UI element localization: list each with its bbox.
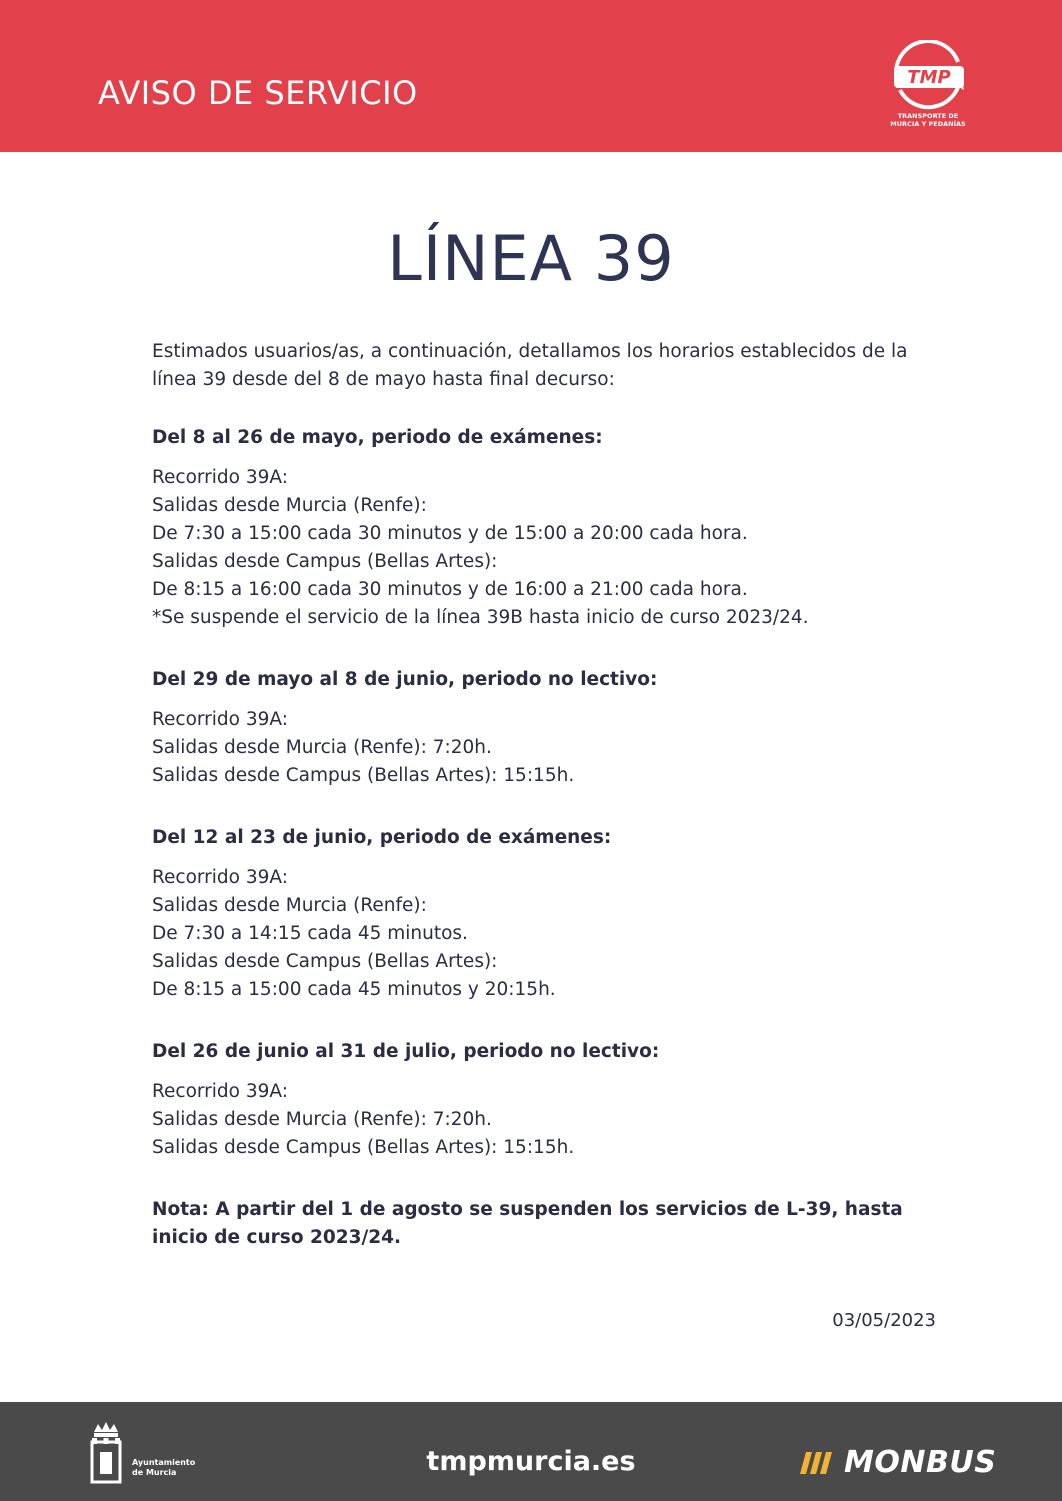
monbus-text: MONBUS <box>844 1445 997 1480</box>
tmp-logo-icon <box>878 40 978 112</box>
notice-content <box>152 338 942 1271</box>
city-text-line-1: Ayuntamiento <box>132 1458 196 1467</box>
monbus-logo <box>798 1446 1008 1480</box>
tmp-logo <box>878 40 988 140</box>
schedule-line: Salidas desde Murcia (Renfe): 7:20h. <box>152 737 492 758</box>
schedule-line: De 8:15 a 15:00 cada 45 minutos y 20:15h. <box>152 979 556 1000</box>
tmp-logo-text: TMP <box>907 67 951 88</box>
schedule-line: Salidas desde Murcia (Renfe): <box>152 495 427 516</box>
monbus-stripes-icon <box>798 1446 842 1480</box>
schedule-section <box>152 666 942 790</box>
schedule-line: Salidas desde Campus (Bellas Artes): 15:15h. <box>152 1137 575 1158</box>
footer-bar <box>0 1402 1062 1501</box>
logo-caption-line-2: MURCIA Y PEDANÍAS <box>890 120 966 128</box>
section-heading: Del 26 de junio al 31 de julio, periodo no lectivo: <box>152 1041 660 1062</box>
tmp-logo-caption <box>878 112 978 128</box>
schedule-line: Salidas desde Campus (Bellas Artes): <box>152 551 498 572</box>
section-body <box>152 864 942 1004</box>
section-heading: Del 12 al 23 de junio, periodo de exámenes: <box>152 827 612 848</box>
logo-caption-line-1: TRANSPORTE DE <box>897 112 959 120</box>
notice-date: 03/05/2023 <box>832 1310 936 1331</box>
notice-title: AVISO DE SERVICIO <box>98 74 418 112</box>
schedule-line: Recorrido 39A: <box>152 867 288 888</box>
schedule-section <box>152 424 942 632</box>
schedule-line: Recorrido 39A: <box>152 467 288 488</box>
website-url[interactable]: tmpmurcia.es <box>426 1446 636 1477</box>
schedule-line: Salidas desde Murcia (Renfe): 7:20h. <box>152 1109 492 1130</box>
schedule-section <box>152 1038 942 1162</box>
schedule-line: Recorrido 39A: <box>152 1081 288 1102</box>
schedule-line: Salidas desde Campus (Bellas Artes): 15:15h. <box>152 765 575 786</box>
section-heading: Del 29 de mayo al 8 de junio, periodo no lectivo: <box>152 669 658 690</box>
city-text-line-2: de Murcia <box>132 1468 177 1477</box>
note-paragraph: Nota: A partir del 1 de agosto se suspenden los servicios de L-39, hasta inicio de curso 2023/24. <box>152 1199 903 1248</box>
schedule-section <box>152 824 942 1004</box>
schedule-sections <box>152 424 942 1162</box>
section-body <box>152 464 942 632</box>
section-heading: Del 8 al 26 de mayo, periodo de exámenes: <box>152 427 603 448</box>
schedule-line: *Se suspende el servicio de la línea 39B hasta inicio de curso 2023/24. <box>152 607 809 628</box>
schedule-line: De 8:15 a 16:00 cada 30 minutos y de 16:00 a 21:00 cada hora. <box>152 579 748 600</box>
schedule-line: De 7:30 a 14:15 cada 45 minutos. <box>152 923 468 944</box>
schedule-line: Salidas desde Murcia (Renfe): <box>152 895 427 916</box>
header-banner <box>0 0 1062 152</box>
section-body <box>152 1078 942 1162</box>
schedule-line: Recorrido 39A: <box>152 709 288 730</box>
section-body <box>152 706 942 790</box>
schedule-line: Salidas desde Campus (Bellas Artes): <box>152 951 498 972</box>
intro-paragraph: Estimados usuarios/as, a continuación, detallamos los horarios establecidos de la línea 39 desde del 8 de mayo hasta final decurso: <box>152 341 908 390</box>
schedule-line: De 7:30 a 15:00 cada 30 minutos y de 15:00 a 20:00 cada hora. <box>152 523 748 544</box>
line-title: LÍNEA 39 <box>387 222 675 295</box>
